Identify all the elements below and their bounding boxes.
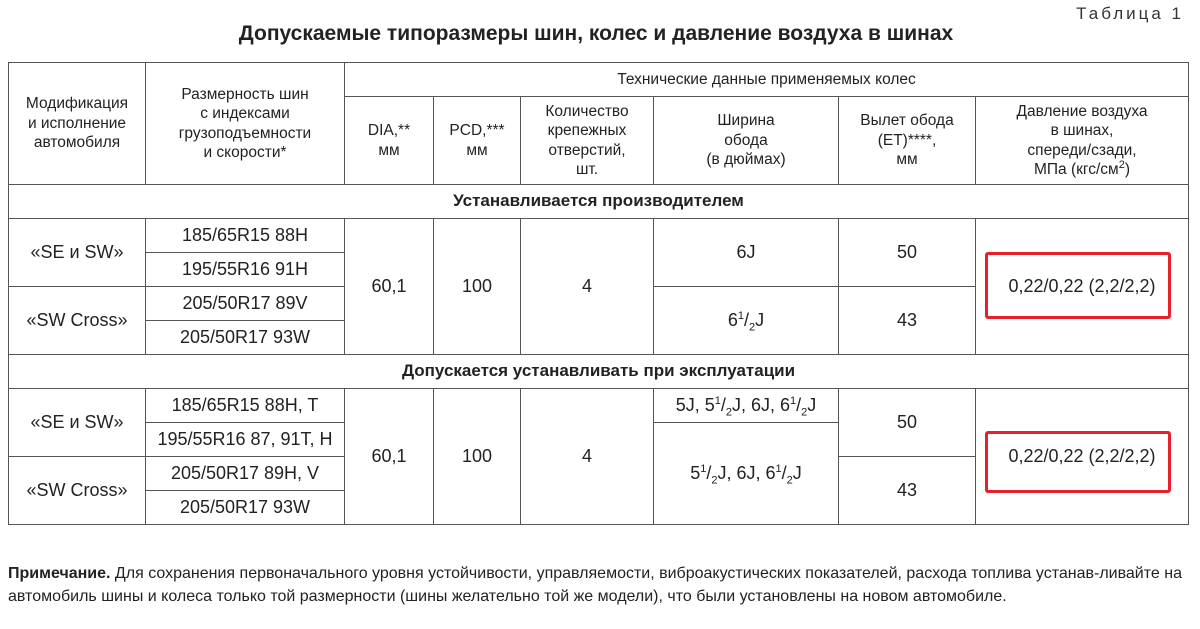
- section-label-operation: Допускается устанавливать при эксплуатации: [9, 355, 1189, 389]
- pressure-value: 0,22/0,22 (2,2/2,2): [976, 389, 1189, 525]
- header-tech-data: Технические данные применяемых колес: [345, 63, 1189, 97]
- rim-width-value: $5^1/_2J$, 6J, $6^1/_2J$: [654, 423, 839, 525]
- tire-size-cell: 205/50R17 89H, V: [146, 457, 345, 491]
- header-pcd: PCD,*** мм: [434, 97, 521, 185]
- pressure-value: 0,22/0,22 (2,2/2,2): [976, 219, 1189, 355]
- header-modification: Модификация и исполнение автомобиля: [9, 63, 146, 185]
- note-text: Для сохранения первоначального уровня устойчивости, управляемости, виброакустических показателей, расхода топлива устанав-ливайте на автомобиль шины и колеса только той размерности (шины желательно той же модели), что были установлены на новом автомобиле.: [8, 565, 1182, 605]
- modification-se-sw: «SE и SW»: [9, 219, 146, 287]
- offset-value: 50: [839, 219, 976, 287]
- header-tire-size: Размерность шин с индексами грузоподъемности и скорости*: [146, 63, 345, 185]
- modification-sw-cross: «SW Cross»: [9, 287, 146, 355]
- modification-sw-cross: «SW Cross»: [9, 457, 146, 525]
- footnote: [8, 562, 1190, 608]
- pressure-highlight-box: [985, 431, 1171, 493]
- header-rim-width: Ширина обода (в дюймах): [654, 97, 839, 185]
- header-dia: DIA,** мм: [345, 97, 434, 185]
- rim-width-value: $6^1/_2J$: [654, 287, 839, 355]
- page-title: Допускаемые типоразмеры шин, колес и давление воздуха в шинах: [238, 22, 954, 45]
- tire-size-cell: 205/50R17 93W: [146, 321, 345, 355]
- dia-value: 60,1: [345, 389, 434, 525]
- header-pressure: Давление воздуха в шинах, спереди/сзади, МПа $(кгс/см^2)$: [976, 97, 1189, 185]
- pressure-highlight-box: [985, 252, 1171, 319]
- pcd-value: 100: [434, 219, 521, 355]
- tire-size-cell: 185/65R15 88H: [146, 219, 345, 253]
- bolts-value: 4: [521, 219, 654, 355]
- modification-se-sw: «SE и SW»: [9, 389, 146, 457]
- rim-width-value: 5J, $5^1/_2J$, 6J, $6^1/_2J$: [654, 389, 839, 423]
- header-bolts: Количество крепежных отверстий, шт.: [521, 97, 654, 185]
- offset-value: 43: [839, 287, 976, 355]
- tire-size-cell: 195/55R16 87, 91T, H: [146, 423, 345, 457]
- bolts-value: 4: [521, 389, 654, 525]
- section-label-manufacturer: Устанавливается производителем: [9, 185, 1189, 219]
- rim-width-value: 6J: [654, 219, 839, 287]
- tire-size-cell: 185/65R15 88H, T: [146, 389, 345, 423]
- pcd-value: 100: [434, 389, 521, 525]
- table-number: Таблица 1: [1076, 4, 1184, 23]
- dia-value: 60,1: [345, 219, 434, 355]
- note-label: Примечание.: [8, 565, 111, 582]
- offset-value: 50: [839, 389, 976, 457]
- tire-size-cell: 205/50R17 89V: [146, 287, 345, 321]
- tire-size-cell: 205/50R17 93W: [146, 491, 345, 525]
- offset-value: 43: [839, 457, 976, 525]
- header-offset: Вылет обода (ET)****, мм: [839, 97, 976, 185]
- tire-size-cell: 195/55R16 91H: [146, 253, 345, 287]
